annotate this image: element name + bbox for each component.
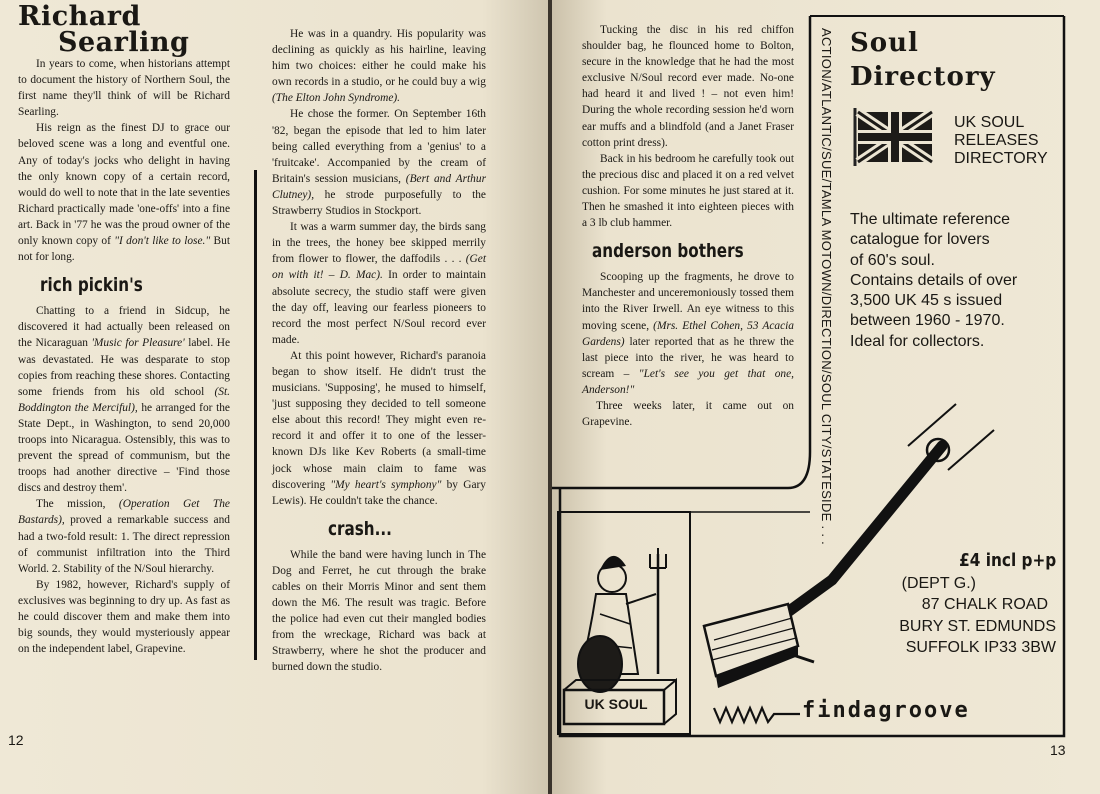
paragraph: Tucking the disc in his red chiffon shoulder bag, he flounced home to Bolton, secure in the knowledge that he had the most exclusive N/Soul record ever made. No-one had heard it and lived ! – not even him! During the whole recording session he'd worn ear muffs and a blindfold (and a Janet Fraser cotton print dress). <box>582 24 794 149</box>
page-number-left: 12 <box>8 732 24 748</box>
paragraph: At this point however, Richard's paranoia began to show itself. He didn't trust the musicians. 'Supposing', he mused to himself, 'just supposing they decided to tell someone else about this record! They might even re-record it and offer it to one of the lesser-known DJs like Kev Roberts (a small-time jock whose main claim to fame was discovering "My heart's symphony" by Gary Lewis). He couldn't take the chance. <box>272 349 486 507</box>
paragraph: In years to come, when historians attempt to document the history of Northern Soul, the first name they'll think of will be Richard Searling. <box>18 58 230 119</box>
paragraph: While the band were having lunch in The Dog and Ferret, he cut through the brake cables on their Morris Minor and sent them down the M6. The result was tragic. Before the police had even cut their mangled bodies from the wreckage, Richard was back at Strawberry, where he shot the producer and burned down the studio. <box>272 548 486 674</box>
paragraph: Back in his bedroom he carefully took out the precious disc and placed it on a red velvet cushion. For some minutes he just stared at it. Then he smashed it into eighteen pieces with a 3 lb club hammer. <box>582 152 794 230</box>
quote: "I don't like to lose." <box>114 235 211 248</box>
label-list-vertical: ACTION/ATLANTIC/SUE/TAMLA MOTOWN/DIRECTION/SOUL CITY/STATESIDE . . . <box>819 28 834 546</box>
ad-tagline: The ultimate reference catalogue for lovers of 60's soul. Contains details of over 3,500 UK 45 s issued between 1960 - 1970. Ideal for collectors. <box>850 211 1018 350</box>
paragraph: He chose the former. On September 16th '82, began the episode that led to him later being called everything from a 'genius' to a 'fruitcake'. Accompanied by the cream of Britain's session musicians, (Bert and Arthur Clutney), he strode purposefully to the Strawberry Studios in Stockport. <box>272 108 487 218</box>
right-page <box>552 0 1100 794</box>
left-page <box>0 0 548 794</box>
subhead-crash: crash... <box>328 517 392 540</box>
paragraph: His reign as the finest DJ to grace our beloved scene was a long and eventful one. Any of today's jocks who delight in having the only known copy of a certain record, would do well to note that in the late seventies Richard practically made 'one-offs' into a fine art. Back in '77 he was the proud owner of the only known copy of "I don't like to lose." But not for long. <box>18 122 230 264</box>
paragraph: By 1982, however, Richard's supply of exclusives was beginning to dry up. As fast as he could discover them and make them into big sounds, they would mysteriously appear on the independent label, Grapevine. <box>18 578 230 656</box>
ad-title-line-2: Directory <box>850 62 996 92</box>
subhead-anderson-bothers: anderson bothers <box>592 240 744 263</box>
findagroove-logo: findagroove <box>802 698 970 723</box>
article-column-1 <box>18 56 230 657</box>
article-column-2 <box>272 26 486 676</box>
ad-order-address: £4 incl p+p (DEPT G.) 87 CHALK ROAD BURY ST. EDMUNDS SUFFOLK IP33 3BW <box>899 550 1056 656</box>
article-title-line-1: Richard <box>18 1 141 32</box>
paragraph: Chatting to a friend in Sidcup, he discovered it had actually been released on the Nicaraguan 'Music for Pleasure' label. He was devastated. He was desparate to stop copies from reaching these shores. Contacting some friends from his old school (St. Boddington the Merciful), he arranged for the State Dept., in Washington, to send 20,000 troops into Nicaragua. Ostensibly, this was to prevent the spread of communism, but the troops had another directive – 'Find those discs and destroy them'. <box>18 305 231 495</box>
paragraph: Scooping up the fragments, he drove to Manchester and unceremoniously tossed them into the River Irwell. An eye witness to this moving scene, (Mrs. Ethel Cohen, 53 Acacia Gardens) later reported that as he threw the last piece into the river, he was heard to scream – "Let's see you get that one, Anderson!" <box>582 271 794 396</box>
column-divider <box>254 170 257 660</box>
paragraph: Three weeks later, it came out on Grapevine. <box>582 399 794 429</box>
page-number-right: 13 <box>1050 742 1066 758</box>
article-title <box>18 1 218 58</box>
flag-caption: UK SOUL RELEASES DIRECTORY <box>954 114 1048 167</box>
ad-title-line-1: Soul <box>850 28 919 58</box>
ad-price: £4 incl p+p <box>958 550 1056 571</box>
subhead-rich-pickins: rich pickin's <box>40 274 143 297</box>
badge-label: UK SOUL <box>584 696 648 712</box>
article-title-line-2: Searling <box>58 27 190 58</box>
squiggle-icon <box>712 702 802 726</box>
paragraph: He was in a quandry. His popularity was declining as quickly as his hairline, leaving him two choices: either he could make his own records in a studio, or he could buy a wig (The Elton John Syndrome). <box>272 28 486 105</box>
paragraph: It was a warm summer day, the birds sang in the trees, the honey bee skipped merrily from flower to flower, the daffodils . . . (Get on with it! – D. Mac). In order to maintain absolute secrecy, the studio staff were given the day off, leaving our fearless pioneers to record the most perfect N/Soul record ever made. <box>272 221 486 346</box>
paragraph: The mission, (Operation Get The Bastards), proved a remarkable success and had a two-fold result: 1. The direct repression of communist infiltration into the Third World. 2. Stability of the N/Soul hierarchy. <box>18 498 230 575</box>
